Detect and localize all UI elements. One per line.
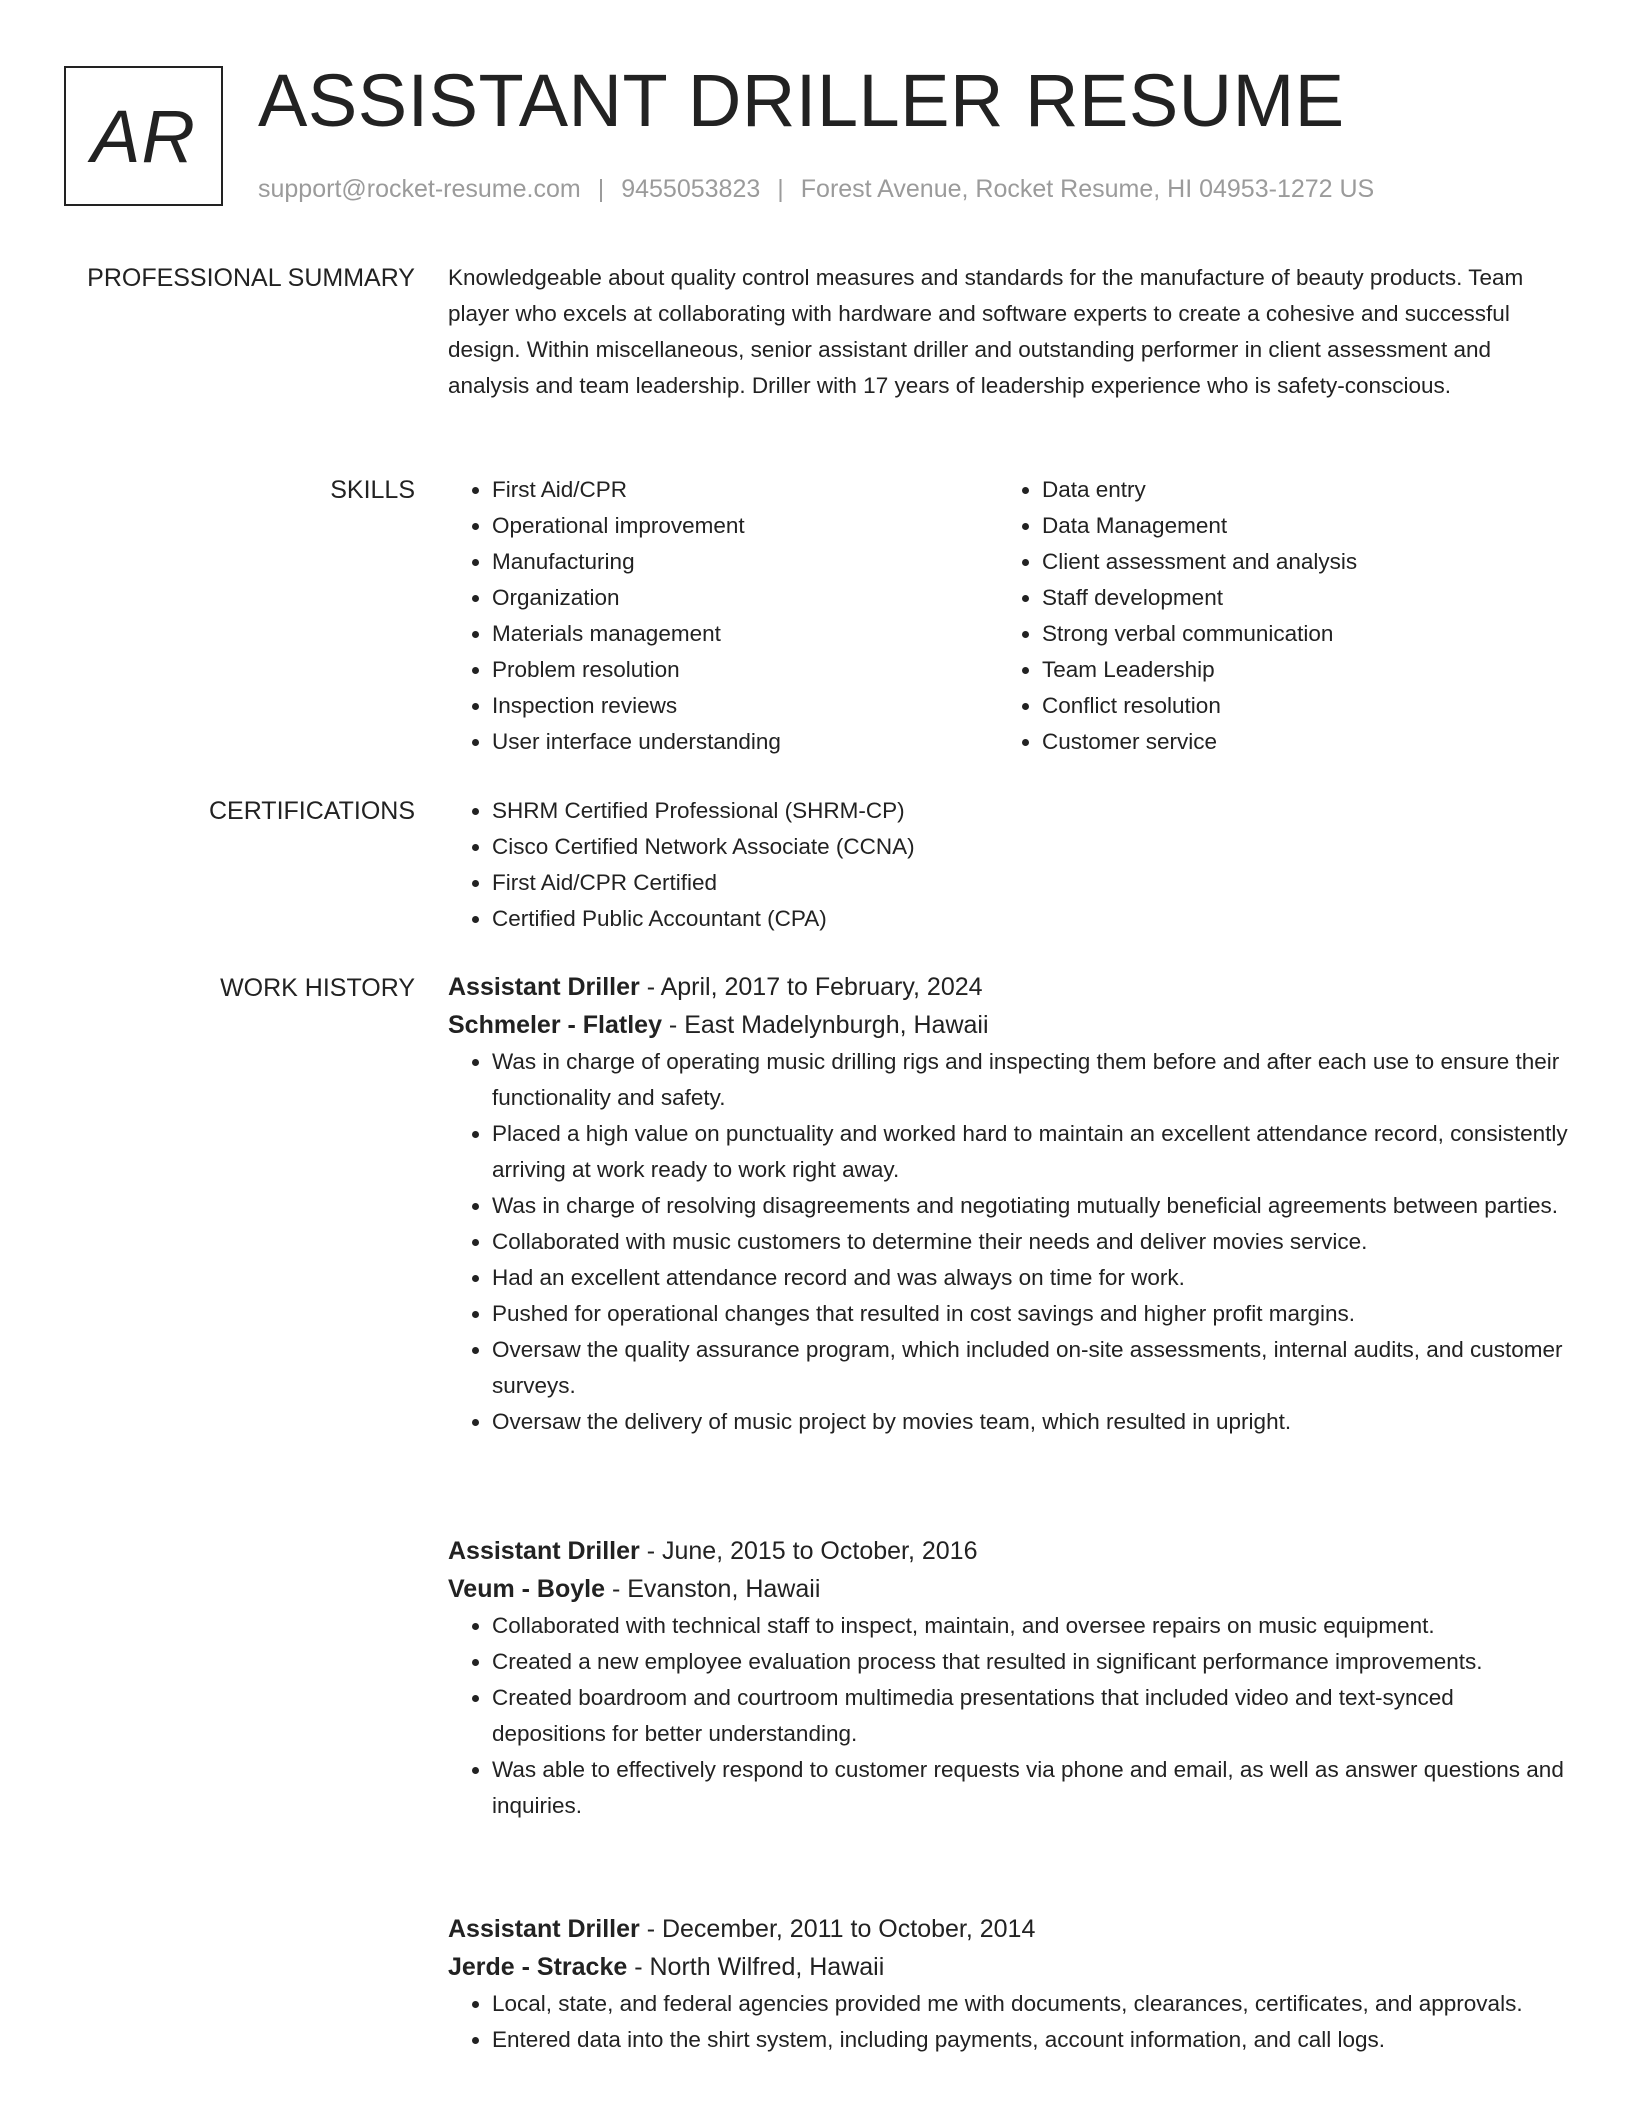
skill-item: • Operational improvement [492, 508, 1008, 544]
certification-item: • Cisco Certified Network Associate (CCNA) [492, 829, 1568, 865]
skill-item: • First Aid/CPR [492, 472, 1008, 508]
skills-heading: SKILLS [330, 476, 415, 504]
skill-item: • Data entry [1042, 472, 1558, 508]
job-dates: - April, 2017 to February, 2024 [639, 973, 983, 1001]
job-bullet: • Collaborated with technical staff to inspect, maintain, and oversee repairs on music equipment. [492, 1608, 1568, 1644]
certifications-section [448, 793, 1568, 937]
skill-item: • Customer service [1042, 724, 1558, 760]
job-title: Assistant Driller [448, 1537, 640, 1565]
job-company-line [448, 1006, 1568, 1044]
skill-item: • Inspection reviews [492, 688, 1008, 724]
job-location: - North Wilfred, Hawaii [627, 1953, 885, 1981]
skill-item: • Problem resolution [492, 652, 1008, 688]
job-title: Assistant Driller [448, 1915, 640, 1943]
skill-item: • Materials management [492, 616, 1008, 652]
job-entry [448, 1910, 1568, 2058]
skill-item: • Organization [492, 580, 1008, 616]
contact-email: support@rocket-resume.com [258, 175, 581, 203]
certification-item: • Certified Public Accountant (CPA) [492, 901, 1568, 937]
skill-item: • Staff development [1042, 580, 1558, 616]
job-location: - Evanston, Hawaii [605, 1575, 821, 1603]
job-location: - East Madelynburgh, Hawaii [661, 1011, 989, 1039]
job-bullet: • Was in charge of resolving disagreements and negotiating mutually beneficial agreements between parties. [492, 1188, 1568, 1224]
skills-section [448, 472, 1568, 762]
contact-address: Forest Avenue, Rocket Resume, HI 04953-1272 US [800, 175, 1375, 203]
skills-column-left [448, 472, 1008, 760]
job-bullet: • Oversaw the delivery of music project by movies team, which resulted in upright. [492, 1404, 1568, 1440]
contact-line [258, 175, 1374, 204]
job-bullet: • Entered data into the shirt system, including payments, account information, and call logs. [492, 2022, 1568, 2058]
skill-item: • Team Leadership [1042, 652, 1558, 688]
work-history-heading: WORK HISTORY [220, 974, 415, 1002]
contact-separator: | [597, 175, 605, 203]
job-company: Schmeler - Flatley [448, 1011, 662, 1039]
job-title: Assistant Driller [448, 973, 640, 1001]
job-bullet: • Was able to effectively respond to customer requests via phone and email, as well as answer questions and inquiries. [492, 1752, 1568, 1824]
job-title-line [448, 1910, 1568, 1948]
job-bullet: • Was in charge of operating music drilling rigs and inspecting them before and after each use to ensure their functionality and safety. [492, 1044, 1568, 1116]
contact-separator: | [777, 175, 784, 203]
job-title-line [448, 968, 1568, 1006]
job-bullet: • Collaborated with music customers to determine their needs and deliver movies service. [492, 1224, 1568, 1260]
certification-item: • First Aid/CPR Certified [492, 865, 1568, 901]
job-company: Veum - Boyle [448, 1575, 605, 1603]
job-dates: - December, 2011 to October, 2014 [639, 1915, 1036, 1943]
skill-item: • User interface understanding [492, 724, 1008, 760]
job-bullet: • Oversaw the quality assurance program, which included on-site assessments, internal audits, and customer surveys. [492, 1332, 1568, 1404]
job-title-line [448, 1532, 1568, 1570]
job-bullet: • Created boardroom and courtroom multimedia presentations that included video and text-synced depositions for better understanding. [492, 1680, 1568, 1752]
skill-item: • Client assessment and analysis [1042, 544, 1558, 580]
monogram-logo: AR [64, 66, 223, 206]
job-company: Jerde - Stracke [448, 1953, 628, 1981]
summary-text: Knowledgeable about quality control measures and standards for the manufacture of beauty products. Team player who excels at collaborating with hardware and software experts to create a cohesive and successful design. Within miscellaneous, senior assistant driller and outstanding performer in client assessment and analysis and team leadership. Driller with 17 years of leadership experience who is safety-conscious. [448, 265, 1524, 398]
certification-item: • SHRM Certified Professional (SHRM-CP) [492, 793, 1568, 829]
resume-title: ASSISTANT DRILLER RESUME [258, 59, 1345, 142]
job-bullet: • Local, state, and federal agencies provided me with documents, clearances, certificates, and approvals. [492, 1986, 1568, 2022]
skill-item: • Manufacturing [492, 544, 1008, 580]
job-dates: - June, 2015 to October, 2016 [639, 1537, 978, 1565]
certifications-heading: CERTIFICATIONS [208, 797, 415, 825]
job-entry [448, 968, 1568, 1440]
job-bullet: • Created a new employee evaluation process that resulted in significant performance improvements. [492, 1644, 1568, 1680]
skill-item: • Data Management [1042, 508, 1558, 544]
job-company-line [448, 1948, 1568, 1986]
job-bullet: • Placed a high value on punctuality and worked hard to maintain an excellent attendance record, consistently arriving at work ready to work right away. [492, 1116, 1568, 1188]
summary-section [448, 260, 1568, 404]
contact-phone: 9455053823 [621, 175, 761, 203]
job-bullet: • Pushed for operational changes that resulted in cost savings and higher profit margins. [492, 1296, 1568, 1332]
job-company-line [448, 1570, 1568, 1608]
job-bullet: • Had an excellent attendance record and was always on time for work. [492, 1260, 1568, 1296]
skill-item: • Conflict resolution [1042, 688, 1558, 724]
job-entry [448, 1532, 1568, 1824]
skill-item: • Strong verbal communication [1042, 616, 1558, 652]
skills-column-right [998, 472, 1558, 760]
summary-heading: PROFESSIONAL SUMMARY [87, 264, 415, 292]
